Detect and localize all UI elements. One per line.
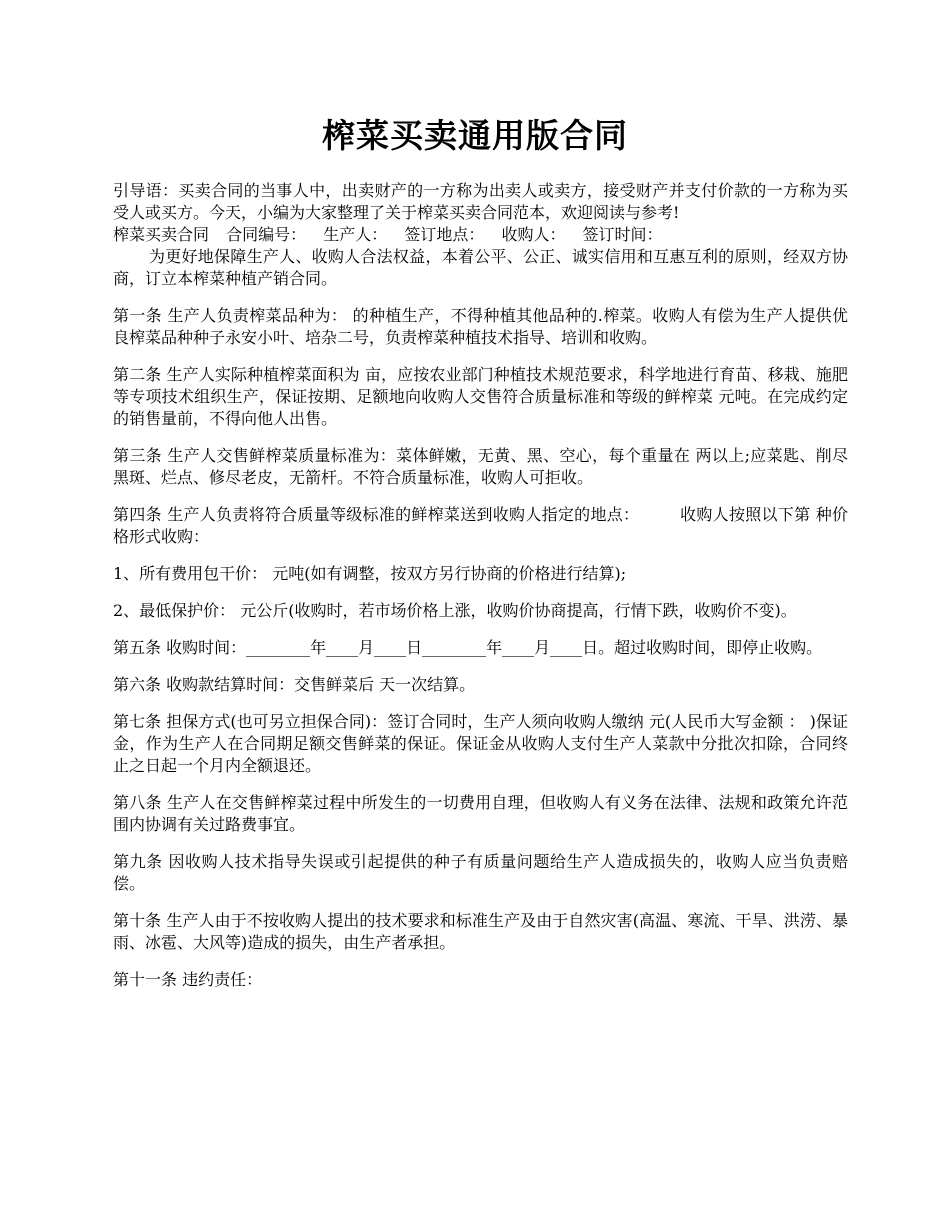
- field-sign-time: 签订时间：: [582, 225, 663, 244]
- intro-paragraph: 引导语：买卖合同的当事人中，出卖财产的一方称为出卖人或卖方，接受财产并支付价款的一方称为买受人或买方。今天，小编为大家整理了关于榨菜买卖合同范本，欢迎阅读与参考!: [113, 181, 848, 222]
- field-buyer: 收购人：: [501, 225, 566, 244]
- article-9: 第九条 因收购人技术指导失误或引起提供的种子有质量问题给生产人造成损失的，收购人应当负责赔偿。: [113, 852, 848, 893]
- document-body: [113, 180, 848, 1006]
- article-5: 第五条 收购时间：________年____月____日________年____月____日。超过收购时间，即停止收购。: [113, 638, 823, 657]
- article-3: 第三条 生产人交售鲜榨菜质量标准为：菜体鲜嫩，无黄、黑、空心，每个重量在 两以上;应菜匙、削尽黑斑、烂点、修尽老皮，无箭杆。不符合质量标准，收购人可拒收。: [113, 446, 848, 487]
- contract-header-fields: [113, 224, 848, 246]
- article-7: 第七条 担保方式(也可另立担保合同)：签订合同时，生产人须向收购人缴纳 元(人民币大写金额 ： )保证金，作为生产人在合同期足额交售鲜菜的保证。保证金从收购人支付生产人菜款中分批次扣除，合同终止之日起一个月内全额退还。: [113, 712, 848, 775]
- article-1: 第一条 生产人负责榨菜品种为： 的种植生产，不得种植其他品种的.榨菜。收购人有偿为生产人提供优良榨菜品种种子永安小叶、培杂二号，负责榨菜种植技术指导、培训和收购。: [113, 306, 848, 347]
- price-option-1: 1、所有费用包干价： 元吨(如有调整，按双方另行协商的价格进行结算);: [113, 564, 627, 583]
- field-producer: 生产人：: [323, 225, 388, 244]
- article-2: 第二条 生产人实际种植榨菜面积为 亩，应按农业部门种植技术规范要求，科学地进行育苗、移栽、施肥等专项技术组织生产，保证按期、足额地向收购人交售符合质量标准和等级的鲜榨菜 元吨。在完成约定的销售量前，不得向他人出售。: [113, 365, 848, 428]
- article-8: 第八条 生产人在交售鲜榨菜过程中所发生的一切费用自理，但收购人有义务在法律、法规和政策允许范围内协调有关过路费事宜。: [113, 793, 848, 834]
- article-11: 第十一条 违约责任：: [113, 970, 263, 989]
- article-10: 第十条 生产人由于不按收购人提出的技术要求和标准生产及由于自然灾害(高温、寒流、干旱、洪涝、暴雨、冰雹、大风等)造成的损失，由生产者承担。: [113, 911, 848, 952]
- article-6: 第六条 收购款结算时间：交售鲜菜后 天一次结算。: [113, 675, 476, 694]
- price-option-2: 2、最低保护价： 元公斤(收购时，若市场价格上涨，收购价协商提高，行情下跌，收购价不变)。: [113, 601, 797, 620]
- field-contract-no: 合同编号：: [226, 225, 307, 244]
- preamble-paragraph: 为更好地保障生产人、收购人合法权益，本着公平、公正、诚实信用和互惠互利的原则，经双方协商，订立本榨菜种植产销合同。: [113, 247, 848, 288]
- document-title: 榨菜买卖通用版合同: [322, 116, 628, 155]
- field-sign-place: 签订地点：: [404, 225, 485, 244]
- field-contract-name: 榨菜买卖合同: [113, 225, 210, 244]
- article-4: 第四条 生产人负责将符合质量等级标准的鲜榨菜送到收购人指定的地点： 收购人按照以下第 种价格形式收购：: [113, 505, 848, 546]
